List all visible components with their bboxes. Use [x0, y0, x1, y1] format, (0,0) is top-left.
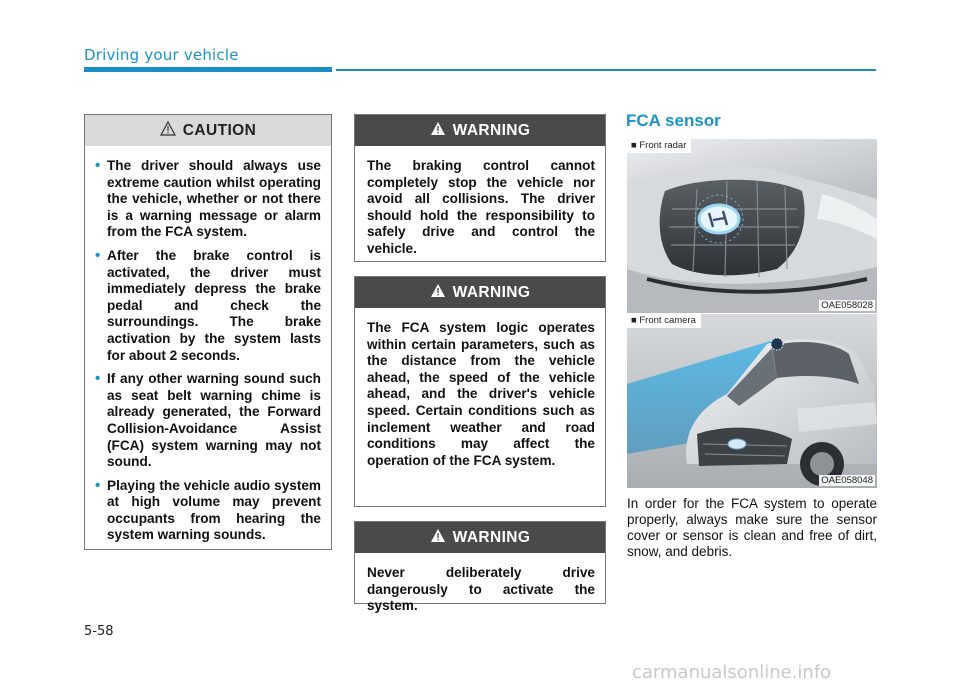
caution-header	[85, 115, 331, 146]
warning-header	[355, 277, 605, 308]
caution-item: • After the brake control is activated, the driver must immediately depress the brake pedal and check the surroundings. The brake activation by the system lasts for about 2 seconds.	[97, 248, 321, 364]
warning-box-3	[354, 521, 606, 614]
warning-title: WARNING	[452, 121, 531, 139]
page-number: 5-58	[84, 624, 114, 639]
caution-item: • The driver should always use extreme caution whilst operating the vehicle, whether or not there is a warning message or alarm from the FCA system.	[97, 158, 321, 241]
warning-text: Never deliberately drive dangerously to activate the system.	[367, 565, 595, 614]
front-radar-illustration	[627, 139, 877, 313]
warning-title: WARNING	[452, 528, 531, 546]
watermark: carmanualsonline.info	[632, 662, 832, 683]
caution-box	[84, 114, 332, 550]
warning-header	[355, 522, 605, 553]
caution-title: CAUTION	[182, 121, 257, 139]
warning-box-2	[354, 276, 606, 507]
warning-triangle-icon	[430, 283, 446, 302]
front-camera-label: ■ Front camera	[627, 314, 701, 328]
warning-triangle-icon	[430, 121, 446, 140]
front-camera-code: OAE058048	[821, 475, 873, 486]
fca-sensor-paragraph: In order for the FCA system to operate properly, always make sure the sensor cover or sensor is clean and free of dirt, snow, and debris.	[627, 496, 877, 559]
warning-triangle-icon	[430, 528, 446, 547]
warning-box-1	[354, 114, 606, 262]
warning-text: The FCA system logic operates within certain parameters, such as the distance from the vehicle ahead, the speed of the vehicle ahead, and the driver's vehicle speed. Certain conditions such as inclement weather and road conditions may affect the operation of the FCA system.	[367, 320, 595, 468]
warning-title: WARNING	[452, 283, 531, 301]
front-radar-code: OAE058028	[821, 300, 873, 311]
caution-item: • If any other warning sound such as seat belt warning chime is already generated, the Forward Collision-Avoidance Assist (FCA) system warning may not sound.	[97, 371, 321, 471]
warning-header	[355, 115, 605, 146]
front-radar-label: ■ Front radar	[627, 139, 691, 153]
caution-list	[97, 158, 321, 544]
front-radar-figure	[627, 139, 877, 313]
warning-text: The braking control cannot completely stop the vehicle nor avoid all collisions. The driver should hold the responsibility to safely drive and control the vehicle.	[367, 158, 595, 256]
caution-item: • Playing the vehicle audio system at high volume may prevent occupants from hearing the system warning sounds.	[97, 478, 321, 544]
front-camera-figure	[627, 314, 877, 488]
caution-triangle-icon	[160, 121, 176, 140]
header-rule-thick	[84, 67, 332, 72]
section-title: Driving your vehicle	[84, 46, 239, 64]
front-camera-illustration	[627, 314, 877, 488]
fca-sensor-title: FCA sensor	[626, 111, 721, 130]
header-rule-thin	[336, 69, 876, 71]
